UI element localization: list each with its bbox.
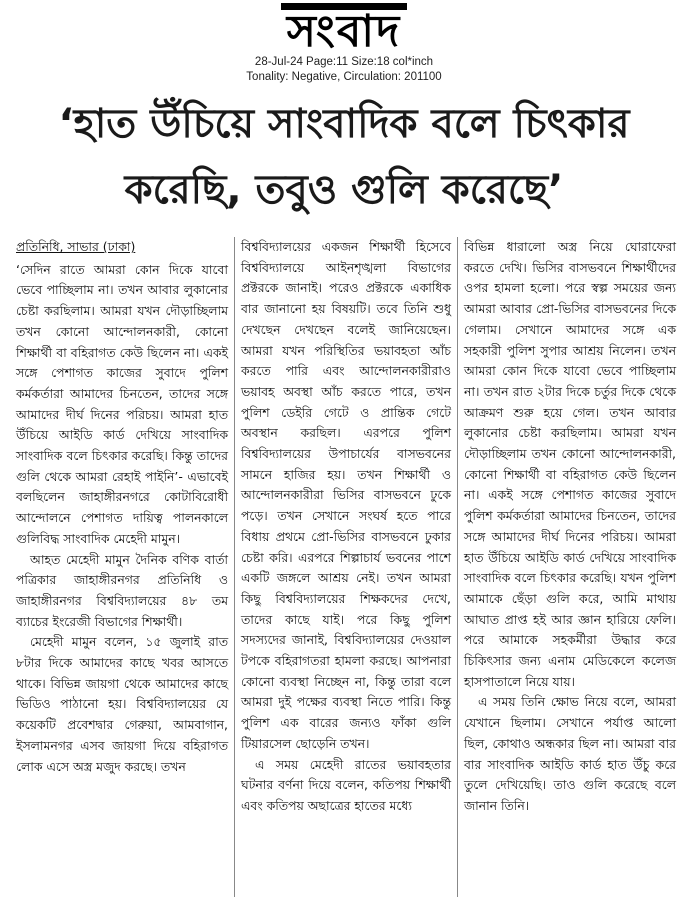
masthead: [0, 0, 688, 56]
paragraph: বিশ্ববিদ্যালয়ের একজন শিক্ষার্থী হিসেবে বিশ্ববিদ্যালয়ে আইনশৃঙ্খলা বিভাগের প্রক্টরকে জানাই। পরেও প্রক্টরকে একাধিক বার জানানো হয় বিষয়টি। তবে তিনি শুধু দেখছেন দেখছেন বলেই জানিয়েছেন। আমরা যখন পরিস্থিতির ভয়াবহতা আঁচ করতে পারি এবং আন্দোলনকারীরাও ভয়াবহ অবস্থা আঁচ করতে পারে, তখন পুলিশ ডেইরি গেটে ও প্রান্তিক গেটে অবস্থান করছিল। এরপরে পুলিশ বিশ্ববিদ্যালয়ের উপাচার্যের বাসভবনের সামনে হাজির হয়। তখন শিক্ষার্থী ও আন্দোলনকারীরা ভিসির বাসভবনে ঢুকে পড়ে। তখন সেখানে সংঘর্ষ হতে পারে বিধায় প্রথমে প্রো-ভিসির বাসভবনে ঢুকার চেষ্টা করি। এরপরে শিল্পাচার্য ভবনের পাশে একটি জঙ্গলে আশ্রয় নেই। তখন আমরা কিছু বিশ্ববিদ্যালয়ের শিক্ষকদের দেখে, তাদের কাছে যাই। পরে কিছু পুলিশ সদস্যদের জানাই, বিশ্ববিদ্যালয়ের দেওয়াল টপকে বহিরাগতরা হামলা করছে। আপনারা কোনো ব্যবস্থা নিচ্ছেন না, কিন্তু তারা বলে আমরা দুই পক্ষের ব্যবস্থা নিতে পারি। কিন্তু পুলিশ এক বারের জন্যও ফাঁকা গুলি টিয়ারসেল ছোড়েনি তখন।: [241, 239, 451, 751]
article-column-1: [10, 237, 234, 897]
paragraph: বিভিন্ন ধারালো অস্ত্র নিয়ে ঘোরাফেরা করতে দেখি। ভিসির বাসভবনে শিক্ষার্থীদের ওপর হামলা হলো। পরে স্বল্প সময়ের জন্য আমরা আবার প্রো-ভিসির বাসভবনের দিকে গেলাম। সেখানে আমাদের সঙ্গে এক সহকারী পুলিশ সুপার আশ্রয় নিলেন। তখন আমরা কোন দিকে যাবো ভেবে পাচ্ছিলাম না। তখন রাত ২টার দিকে চর্তুর দিকে থেকে আক্রমণ শুরু হয়ে গেল। তখন আবার লুকানোর চেষ্টা করছিলাম। আমরা যখন দৌড়াচ্ছিলাম তখন কোনো আন্দোলনকারী, কোনো শিক্ষার্থী বা বহিরাগত কেউ ছিলেন না। একই সঙ্গে পেশাগত কাজের সুবাদে পুলিশ কর্মকর্তারা আমাদের চিনতেন, তাদের সঙ্গে আমাদের দীর্ঘ দিনের পরিচয়। আমরা হাত উঁচিয়ে আইডি কার্ড দেখিয়ে সাংবাদিক সাংবাদিক বলে চিৎকার করেছি। যখন পুলিশ আমাকে ছেঁড়া গুলি করে, আমি মাথায় আঘাত প্রাপ্ত হই আর জ্ঞান হারিয়ে ফেলি।পরে আমাকে সহকর্মীরা উদ্ধার করে চিকিৎসার জন্য এনাম মেডিকেলে কলেজ হাসপাতালে নিয়ে যায়।: [464, 239, 676, 689]
paragraph: এ সময় মেহেদী রাতের ভয়াবহতার ঘটনার বর্ণনা দিয়ে বলেন, কতিপয় শিক্ষার্থী এবং কতিপয় অছাত্রের হাতের মধ্যে: [241, 756, 451, 813]
headline-line-1: ‘হাত উঁচিয়ে সাংবাদিক বলে চিৎকার: [58, 101, 630, 147]
article-body: [10, 237, 682, 897]
article-column-2: [234, 237, 458, 897]
paragraph: মেহেদী মামুন বলেন, ১৫ জুলাই রাত ৮টার দিকে আমাদের কাছে খবর আসতে থাকে। বিভিন্ন জায়গা থেকে আমাদের কাছে ভিডিও পাঠানো হয়। বিশ্ববিদ্যালয়ের যে কয়েকটি প্রবেশদ্বার গেরুয়া, আমবাগান, ইসলামনগর এসব জায়গা দিয়ে বহিরাগত লোক এসে অস্ত্র মজুদ করছে। তখন: [16, 634, 228, 774]
clipping-meta-page-size: 28-Jul-24 Page:11 Size:18 col*inch: [254, 56, 434, 68]
byline: প্রতিনিধি, সাভার (ঢাকা): [16, 239, 136, 254]
headline-line-2: করেছি, তবুও গুলি করেছে’: [124, 167, 564, 213]
paragraph: আহত মেহেদী মামুন দৈনিক বণিক বার্তা পত্রিকার জাহাঙ্গীরনগর প্রতিনিধি ও জাহাঙ্গীরনগর বিশ্ববিদ্যালয়ের ৪৮ তম ব্যাচের ইংরেজী বিভাগের শিক্ষার্থী।: [16, 551, 228, 629]
newspaper-logo: সংবাদ: [281, 3, 407, 54]
paragraph: ‘সেদিন রাতে আমরা কোন দিকে যাবো ভেবে পাচ্ছিলাম না। তখন আবার লুকানোর চেষ্টা করছিলাম। আমরা যখন দৌড়াচ্ছিলাম তখন কোনো আন্দোলনকারী, কোনো শিক্ষার্থী বা বহিরাগত কেউ ছিলেন না। একই সঙ্গে পেশাগত কাজের সুবাদে পুলিশ কর্মকর্তারা আমাদের চিনতেন, তাদের সঙ্গে আমাদের দীর্ঘ দিনের পরিচয়। আমরা হাত উঁচিয়ে আইডি কার্ড দেখিয়ে সাংবাদিক সাংবাদিক বলে চিৎকার করেছি। কিন্তু তাদের গুলি থেকে আমরা রেহাই পাইনি’- এভাবেই বলছিলেন জাহাঙ্গীরনগরে কোটাবিরোধী আন্দোলনে পেশাগত দায়িত্ব পালনকালে গুলিবিদ্ধ সাংবাদিক মেহেদী মামুন।: [16, 261, 228, 546]
clipping-meta-tonality: Tonality: Negative, Circulation: 201100: [246, 71, 442, 83]
article-column-3: [458, 237, 682, 897]
paragraph: এ সময় তিনি ক্ষোভ নিয়ে বলে, আমরা যেখানে ছিলাম। সেখানে পর্যাপ্ত আলো ছিল, কোথাও অন্ধকার ছিল না। আমরা বার বার সাংবাদিক আইডি কার্ড হাত উঁচু করে তুলে দেখিয়েছি। তাও গুলি করেছে বলে জানান তিনি।: [464, 694, 676, 813]
